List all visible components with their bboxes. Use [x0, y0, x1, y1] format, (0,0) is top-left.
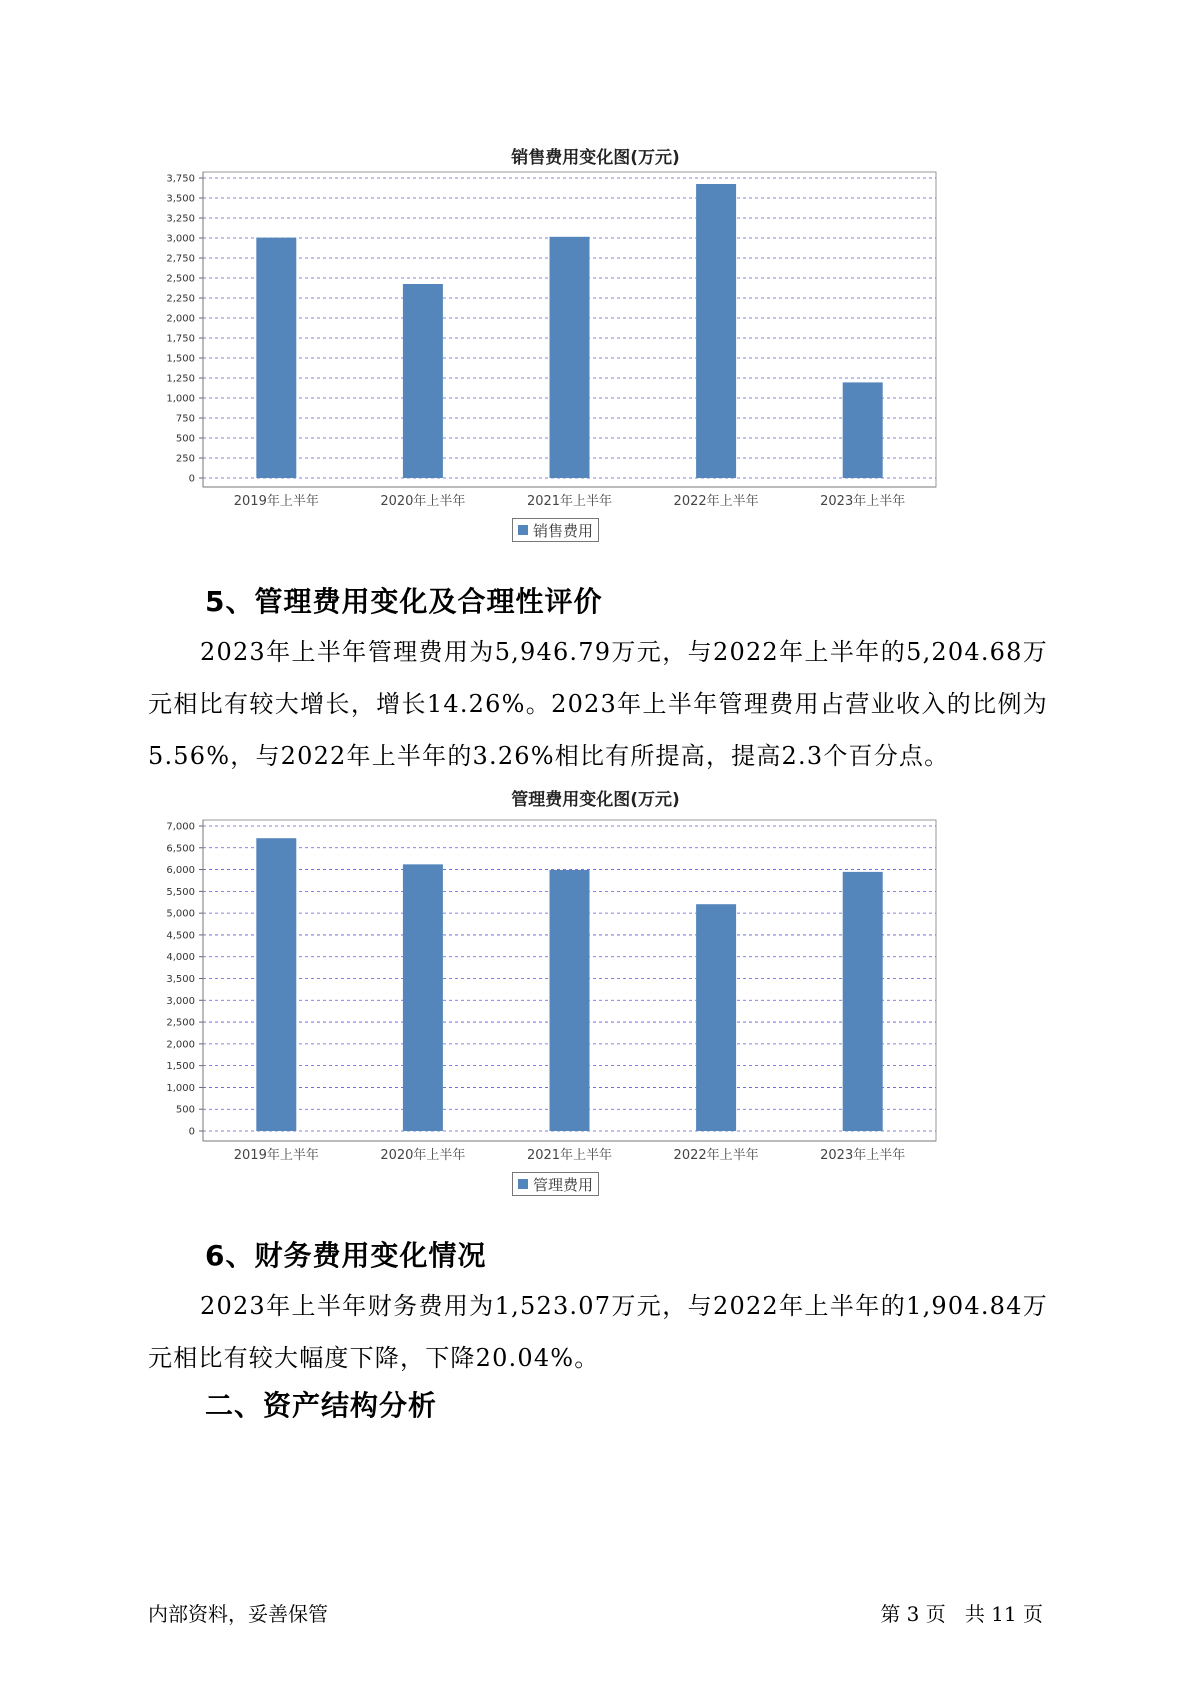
bar [843, 872, 883, 1131]
y-tick-label: 1,250 [166, 373, 195, 385]
y-tick-label: 1,750 [166, 333, 195, 345]
y-tick-label: 500 [175, 433, 195, 445]
y-tick-label: 1,000 [166, 1082, 195, 1094]
bar [696, 904, 736, 1131]
x-tick-label: 2022年上半年 [673, 1148, 759, 1163]
y-tick-label: 6,500 [166, 843, 195, 855]
legend-swatch [518, 1179, 528, 1189]
chart-legend-admin-expense [512, 1172, 599, 1196]
y-tick-label: 2,000 [166, 1039, 195, 1051]
section-5-text: 2023年上半年管理费用为5,946.79万元，与2022年上半年的5,204.68万元相比有较大增长，增长14.26%。2023年上半年管理费用占营业收入的比例为5.56%，与2022年上半年的3.26%相比有所提高，提高2.3个百分点。 [148, 638, 1048, 770]
y-tick-label: 250 [175, 453, 195, 465]
y-tick-label: 7,000 [166, 821, 195, 833]
section-6-heading: 6、财务费用变化情况 [205, 1239, 487, 1272]
x-tick-label: 2023年上半年 [820, 1148, 906, 1163]
y-tick-label: 3,500 [166, 193, 195, 205]
y-tick-label: 500 [175, 1104, 195, 1116]
chart-title-sales-expense: 销售费用变化图(万元) [511, 148, 680, 168]
bar [550, 870, 590, 1131]
x-tick-label: 2019年上半年 [233, 1148, 319, 1163]
y-tick-label: 2,750 [166, 253, 195, 265]
y-tick-label: 1,500 [166, 353, 195, 365]
y-tick-label: 3,000 [166, 233, 195, 245]
legend-label: 管理费用 [533, 1175, 594, 1194]
y-tick-label: 3,000 [166, 995, 195, 1007]
bar [403, 864, 443, 1131]
y-tick-label: 5,000 [166, 908, 195, 920]
y-tick-label: 4,500 [166, 930, 195, 942]
x-tick-label: 2019年上半年 [233, 494, 319, 509]
y-tick-label: 5,500 [166, 886, 195, 898]
y-tick-label: 3,500 [166, 974, 195, 985]
y-tick-label: 2,250 [166, 293, 195, 305]
y-tick-label: 2,000 [166, 313, 195, 325]
y-tick-label: 3,750 [166, 173, 195, 185]
y-tick-label: 2,500 [166, 1017, 195, 1029]
x-tick-label: 2022年上半年 [673, 494, 759, 509]
y-tick-label: 3,250 [166, 213, 195, 225]
section-6-text: 2023年上半年财务费用为1,523.07万元，与2022年上半年的1,904.84万元相比有较大幅度下降，下降20.04%。 [148, 1292, 1048, 1372]
section-5-heading: 5、管理费用变化及合理性评价 [205, 585, 603, 618]
chart-title-admin-expense: 管理费用变化图(万元) [511, 790, 680, 810]
y-tick-label: 6,000 [166, 865, 195, 877]
x-tick-label: 2020年上半年 [380, 494, 466, 509]
y-tick-label: 750 [175, 413, 195, 425]
x-tick-label: 2021年上半年 [526, 494, 613, 509]
x-tick-label: 2020年上半年 [380, 1148, 466, 1163]
y-tick-label: 4,000 [166, 952, 195, 964]
y-tick-label: 1,500 [166, 1061, 195, 1073]
bar [256, 838, 296, 1131]
legend-label: 销售费用 [533, 521, 594, 540]
y-tick-label: 0 [188, 1126, 195, 1138]
footer-note: 内部资料，妥善保管 [148, 1602, 328, 1626]
y-tick-label: 0 [188, 473, 195, 485]
section-2-heading: 二、资产结构分析 [205, 1389, 438, 1422]
section-6-paragraph [148, 1280, 1048, 1384]
footer-page-number: 第 3 页 共 11 页 [880, 1602, 1043, 1626]
y-tick-label: 1,000 [166, 393, 195, 405]
x-tick-label: 2021年上半年 [526, 1148, 613, 1163]
x-tick-label: 2023年上半年 [820, 494, 906, 509]
y-tick-label: 2,500 [166, 273, 195, 285]
